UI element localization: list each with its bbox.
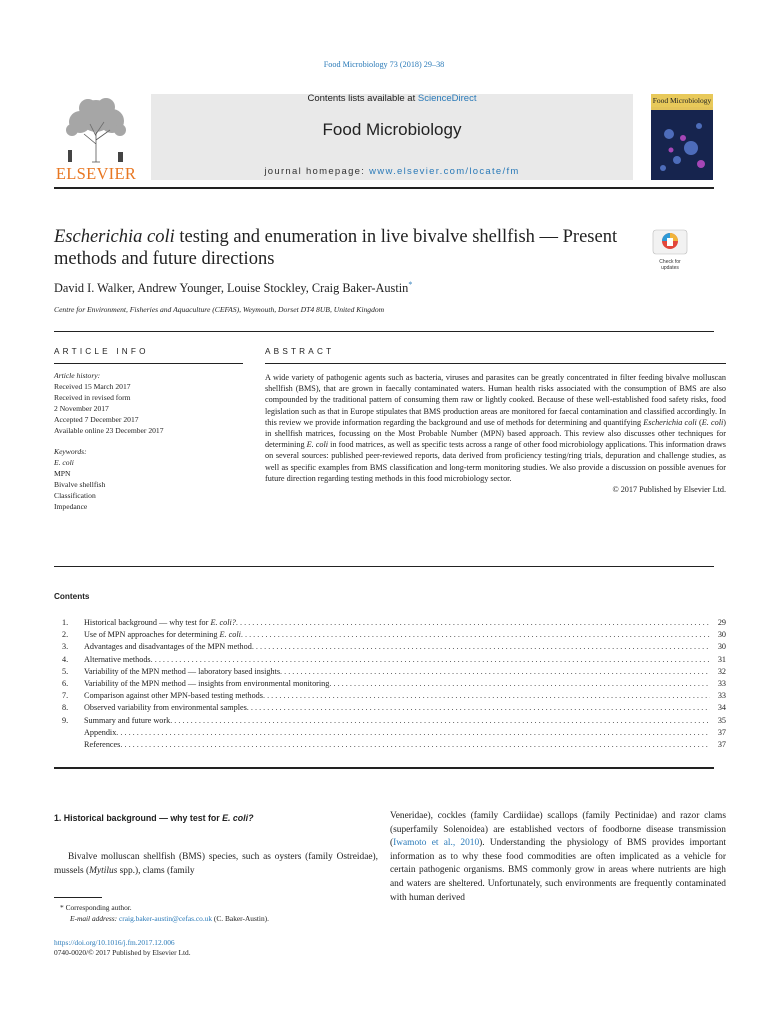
toc-title: Variability of the MPN method — insights from environmental monitoring	[84, 678, 330, 688]
toc-item[interactable]	[62, 690, 726, 702]
toc-title: Alternative methods	[84, 654, 151, 664]
article-info	[54, 370, 243, 512]
email-name: (C. Baker-Austin).	[212, 913, 269, 923]
journal-homepage	[151, 166, 633, 177]
contents-prefix: Contents lists available at	[307, 93, 418, 104]
abstract-italic: E. coli	[306, 440, 329, 450]
body-right-column	[390, 810, 726, 905]
toc-title: Observed variability from environmental samples	[84, 703, 247, 713]
toc-title: Variability of the MPN method — laboratory based insights	[84, 666, 281, 676]
toc-item[interactable]	[62, 641, 726, 653]
history-revised-label: Received in revised form	[54, 393, 131, 402]
section-1-heading	[54, 813, 253, 823]
keyword: E. coli	[54, 458, 74, 467]
toc-num: 1.	[62, 618, 69, 627]
abstract-copyright: © 2017 Published by Elsevier Ltd.	[612, 485, 726, 495]
toc-num	[62, 727, 84, 739]
toc-item[interactable]	[62, 666, 726, 678]
toc-leader	[116, 727, 710, 739]
toc-num: 6.	[62, 678, 69, 688]
title-species: Escherichia coli	[54, 227, 175, 247]
elsevier-wordmark: ELSEVIER	[55, 164, 137, 183]
toc-leader	[247, 702, 710, 714]
abstract-italic: E. coli	[701, 417, 724, 427]
email-link[interactable]: craig.baker-austin@cefas.co.uk	[119, 913, 213, 923]
sciencedirect-link[interactable]: ScienceDirect	[417, 93, 477, 104]
keywords-label: Keywords:	[54, 447, 87, 456]
contents-available	[151, 93, 633, 104]
toc-title	[84, 617, 236, 629]
abstract-part: ) in shellfish matrices, focussing on the Most Probable Number (MPN) based approach. This review also discusses other techniques for determining	[265, 417, 727, 450]
author-list	[54, 280, 412, 296]
footnote-corresponding: Corresponding author.	[65, 903, 132, 912]
journal-name: Food Microbiology	[322, 120, 462, 139]
abstract-part: A wide variety of pathogenic agents such as bacteria, viruses and parasites can be greatly concentrated in filter feeding bivalve molluscan shellfish (BMS), that are grown in faecally contaminated waters. Human health risks associated with the consumption of BMS are also compounded by the traditional pattern of consuming them raw or lightly cooked. Because of these well-established food safety risks, food legislation such as that in Europe stipulates that BMS production areas are monitored for faecal contamination and classified accordingly. In this review we provide information regarding the background and use of methods for determining and quantifying	[265, 373, 726, 427]
toc-item[interactable]	[62, 702, 726, 714]
body-left-column	[54, 850, 378, 878]
contents-heading: Contents	[54, 592, 90, 601]
toc-title: Summary and future work	[84, 715, 171, 725]
affiliation: Centre for Environment, Fisheries and Aquaculture (CEFAS), Weymouth, Dorset DT4 8UB, United Kingdom	[54, 305, 385, 314]
toc-item[interactable]	[62, 629, 726, 641]
toc-page: 37	[717, 739, 726, 749]
toc-page: 30	[717, 630, 726, 640]
body-text: spp.), clams (family	[117, 866, 195, 876]
crossmark-badge[interactable]	[652, 229, 688, 271]
toc-leader	[252, 641, 710, 653]
toc-leader	[236, 617, 710, 629]
footnote-rule	[54, 897, 102, 898]
toc-page: 30	[717, 642, 726, 652]
toc-title-text: Historical background — why test for	[84, 618, 211, 627]
toc-num	[62, 739, 84, 751]
section-heading-italic: E. coli?	[222, 813, 254, 823]
toc-num: 8.	[62, 703, 69, 713]
doi-link[interactable]: https://doi.org/10.1016/j.fm.2017.12.006	[54, 938, 175, 947]
toc-leader	[329, 678, 710, 690]
doi-block	[54, 938, 191, 959]
toc-leader	[120, 739, 710, 751]
toc-leader	[151, 654, 710, 666]
footnote	[54, 903, 374, 924]
toc-item[interactable]	[62, 654, 726, 666]
toc-page: 33	[717, 691, 726, 701]
keyword: Impedance	[54, 502, 88, 511]
toc-num: 7.	[62, 691, 69, 701]
toc-title: References	[84, 739, 121, 749]
toc-num: 2.	[62, 630, 69, 640]
toc-title	[84, 629, 241, 641]
toc-page: 31	[717, 654, 726, 664]
abstract-rule	[265, 363, 726, 364]
section-heading-text: 1. Historical background — why test for	[54, 813, 223, 823]
toc-title-italic: E. coli	[219, 630, 241, 640]
affiliation-rule	[54, 331, 714, 332]
email-label: E-mail address:	[70, 913, 118, 923]
info-rule	[54, 363, 243, 364]
history-accepted: Accepted 7 December 2017	[54, 415, 139, 424]
keyword: Bivalve shellfish	[54, 480, 106, 489]
body-text: ). Understanding the physiology of BMS provides important information as to why these food commodities are often implicated as a vehicle for certain pathogenic organisms. BMS commonly grow in areas where nutrients are high and waters are sheltered. Unfortunately, such environments are frequently contaminated with human derived	[390, 838, 726, 903]
table-of-contents	[62, 617, 726, 751]
toc-leader	[280, 666, 710, 678]
abstract-heading: ABSTRACT	[265, 347, 335, 356]
header-rule	[54, 187, 714, 189]
toc-page: 34	[717, 703, 726, 713]
crossmark-label: Check for updates	[659, 259, 681, 271]
cover-title: Food Microbiology	[652, 96, 712, 105]
abstract-part: (	[696, 417, 702, 427]
toc-leader	[241, 629, 710, 641]
toc-leader	[263, 690, 710, 702]
body-text: Bivalve molluscan shellfish (BMS) species, such as oysters (family Ostreidae), mussels (	[54, 852, 378, 876]
contents-rule	[54, 566, 714, 567]
toc-page: 32	[717, 666, 726, 676]
toc-page: 37	[717, 727, 726, 737]
homepage-prefix: journal homepage:	[264, 166, 370, 177]
article-title	[54, 226, 634, 270]
toc-num: 9.	[62, 715, 69, 725]
keyword: MPN	[54, 469, 71, 478]
toc-leader	[170, 715, 710, 727]
toc-item[interactable]	[62, 739, 726, 751]
homepage-link[interactable]: www.elsevier.com/locate/fm	[369, 166, 520, 177]
toc-title-text: Use of MPN approaches for determining	[84, 630, 220, 640]
history-online: Available online 23 December 2017	[54, 426, 164, 435]
toc-item[interactable]	[62, 715, 726, 727]
toc-page: 33	[717, 678, 726, 688]
history-label: Article history:	[54, 371, 101, 380]
footnote-mark: *	[60, 903, 64, 912]
toc-num: 3.	[62, 642, 69, 652]
reference-link[interactable]: Iwamoto et al., 2010	[393, 838, 480, 849]
authors-text: David I. Walker, Andrew Younger, Louise Stockley, Craig Baker-Austin	[54, 281, 409, 296]
toc-item[interactable]	[62, 678, 726, 690]
toc-title-italic: E. coli?	[210, 618, 236, 627]
history-revised-date: 2 November 2017	[54, 404, 109, 413]
contents-bottom-rule	[54, 767, 714, 769]
toc-page: 29	[717, 618, 726, 627]
toc-page: 35	[717, 715, 726, 725]
toc-item[interactable]	[62, 617, 726, 629]
toc-title: Comparison against other MPN-based testing methods	[84, 691, 263, 701]
toc-num: 4.	[62, 654, 69, 664]
toc-title: Appendix	[84, 727, 117, 737]
history-received: Received 15 March 2017	[54, 382, 131, 391]
issn-line: 0740-0020/© 2017 Published by Elsevier Ltd.	[54, 948, 191, 958]
toc-num: 5.	[62, 666, 69, 676]
title-rest: testing and enumeration in live bivalve shellfish — Present methods and future directions	[54, 227, 618, 269]
journal-citation[interactable]: Food Microbiology 73 (2018) 29–38	[323, 60, 445, 69]
toc-title: Advantages and disadvantages of the MPN method	[84, 642, 252, 652]
abstract-italic: Escherichia coli	[643, 417, 697, 427]
abstract-text	[265, 372, 726, 495]
corresponding-author-mark[interactable]: *	[408, 280, 413, 289]
body-text: Veneridae), cockles (family Cardiidae) scallops (family Pectinidae) and razor clams (superfamily Solenoidea) are established vectors of foodborne disease transmission (	[390, 811, 726, 849]
abstract-part: in food matrices, as well as specific tests across a range of other food microbiology applications. This information draws on several sources: published peer-reviewed reports, data derived from proficiency testing/ring trials, depuration and challenge studies, as well as specific examples from BMS classification and long-term monitoring studies. We also provide a discussion on possible avenues for future direction regarding testing methods in this food microbiology sector.	[265, 440, 726, 483]
body-italic: Mytilus	[89, 866, 118, 876]
keyword: Classification	[54, 491, 96, 500]
toc-item[interactable]	[62, 727, 726, 739]
article-info-heading: ARTICLE INFO	[54, 347, 149, 356]
